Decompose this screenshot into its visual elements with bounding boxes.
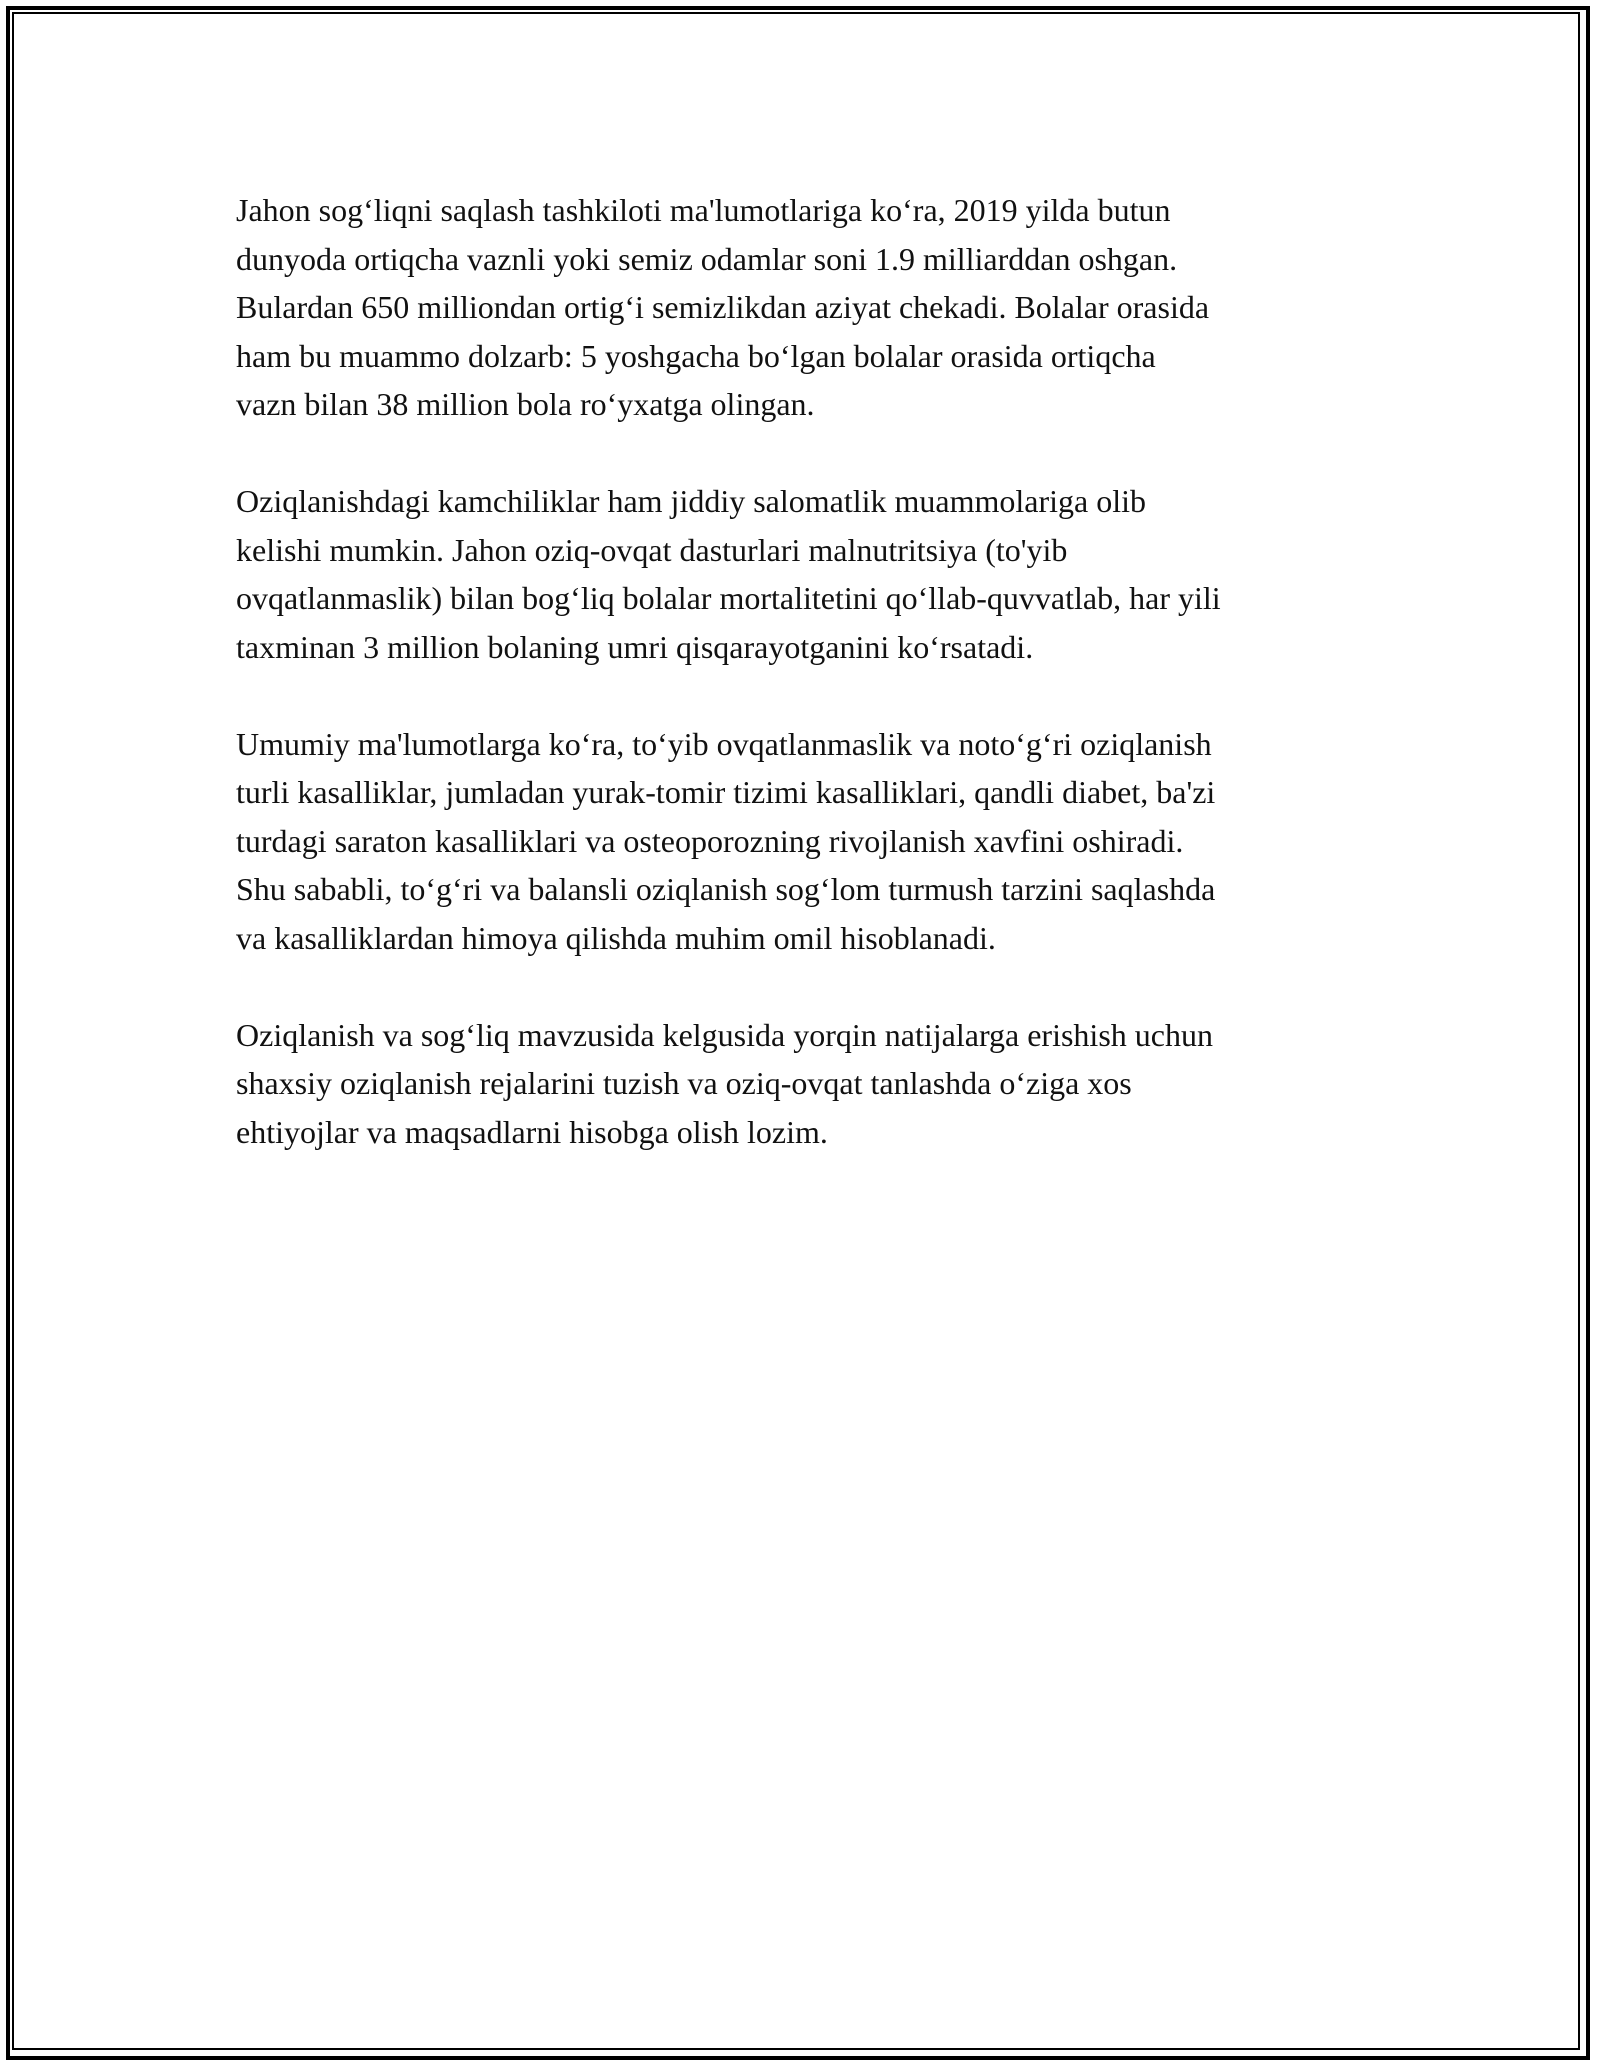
text-line: turli kasalliklar, jumladan yurak-tomir tizimi kasalliklari, qandli diabet, ba'zi xyxy=(236,774,1216,810)
text-line: taxminan 3 million bolaning umri qisqarayotganini ko‘rsatadi. xyxy=(236,628,1034,665)
text-line: dunyoda ortiqcha vaznli yoki semiz odamlar soni 1.9 milliarddan oshgan. xyxy=(236,240,1178,277)
text-line: Bulardan 650 milliondan ortig‘i semizlikdan aziyat chekadi. Bolalar orasida xyxy=(236,289,1210,325)
text-line: Jahon sog‘liqni saqlash tashkiloti ma'lumotlariga ko‘ra, 2019 yilda butun xyxy=(236,192,1171,228)
text-line: vazn bilan 38 million bola ro‘yxatga olingan. xyxy=(236,386,815,422)
text-line: va kasalliklardan himoya qilishda muhim omil hisoblanadi. xyxy=(236,919,996,956)
text-line: turdagi saraton kasalliklari va osteoporozning rivojlanish xavfini oshiradi. xyxy=(236,822,1184,859)
text-line: Oziqlanish va sog‘liq mavzusida kelgusida yorqin natijalarga erishish uchun xyxy=(236,1016,1213,1053)
text-line: ehtiyojlar va maqsadlarni hisobga olish lozim. xyxy=(236,1113,828,1150)
text-line: Umumiy ma'lumotlarga ko‘ra, to‘yib ovqatlanmaslik va noto‘g‘ri oziqlanish xyxy=(236,725,1212,762)
paragraph-4 xyxy=(236,1011,1396,1157)
text-line: Oziqlanishdagi kamchiliklar ham jiddiy salomatlik muammolariga olib xyxy=(236,483,1147,519)
text-line: shaxsiy oziqlanish rejalarini tuzish va oziq-ovqat tanlashda o‘ziga xos xyxy=(236,1065,1132,1101)
text-line: kelishi mumkin. Jahon oziq-ovqat dasturlari malnutritsiya (to'yib xyxy=(236,531,1068,568)
paragraph-1 xyxy=(236,186,1396,429)
text-line: ham bu muammo dolzarb: 5 yoshgacha bo‘lgan bolalar orasida ortiqcha xyxy=(236,337,1156,374)
paragraph-2 xyxy=(236,477,1396,671)
document-body xyxy=(236,186,1396,1205)
text-line: ovqatlanmaslik) bilan bog‘liq bolalar mortalitetini qo‘llab-quvvatlab, har yili xyxy=(236,580,1221,616)
text-line: Shu sababli, to‘g‘ri va balansli oziqlanish sog‘lom turmush tarzini saqlashda xyxy=(236,871,1216,907)
paragraph-3 xyxy=(236,720,1396,963)
